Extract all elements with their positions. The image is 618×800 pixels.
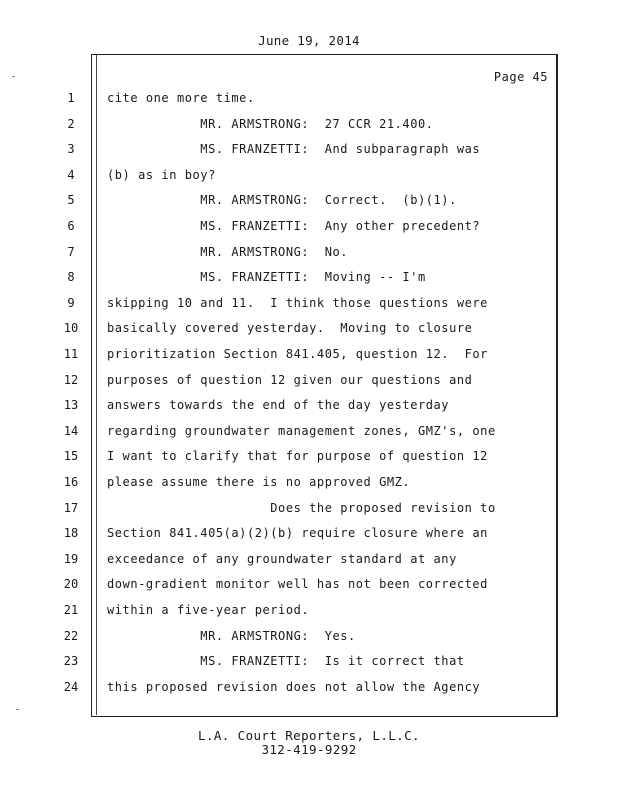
line-number: 6 [67, 219, 75, 233]
transcript-line: answers towards the end of the day yesterday [107, 398, 450, 413]
transcript-line: Does the proposed revision to [107, 500, 496, 515]
line-number: 18 [63, 526, 79, 541]
transcript-line: MR. ARMSTRONG: 27 CCR 21.400. [107, 116, 434, 131]
line-number: 23 [63, 654, 79, 669]
line-number: 12 [63, 372, 79, 387]
line-number: 17 [63, 500, 79, 515]
line-number: 13 [63, 398, 79, 413]
line-number: 9 [67, 295, 75, 310]
line-number: 21 [63, 603, 79, 617]
line-number: 2 [67, 116, 75, 131]
transcript-line: MS. FRANZETTI: Any other precedent? [107, 219, 481, 233]
court-reporter-phone: 312-419-9292 [261, 742, 357, 757]
line-number: 15 [63, 449, 79, 464]
line-number: 16 [63, 475, 79, 489]
transcript-line: purposes of question 12 given our questions and [107, 372, 473, 387]
left-margin-rule [96, 54, 97, 715]
transcript-line: (b) as in boy? [107, 167, 216, 182]
court-reporter-name: L.A. Court Reporters, L.L.C. [198, 728, 420, 743]
transcript-line: MS. FRANZETTI: Is it correct that [107, 654, 465, 669]
line-number: 10 [63, 321, 79, 336]
transcript-line: Section 841.405(a)(2)(b) require closure where an [107, 526, 488, 541]
transcript-line: basically covered yesterday. Moving to closure [107, 321, 473, 336]
page-number: Page 45 [493, 70, 548, 84]
line-number: 11 [63, 347, 79, 361]
line-number: 22 [63, 628, 79, 643]
transcript-line: regarding groundwater management zones, GMZ's, one [107, 423, 496, 438]
transcript-line: MS. FRANZETTI: And subparagraph was [107, 142, 481, 157]
transcript-line: down-gradient monitor well has not been corrected [107, 577, 488, 592]
line-number: 14 [63, 423, 79, 438]
line-number: 20 [63, 577, 79, 592]
line-number: 3 [67, 142, 75, 157]
transcript-line: within a five-year period. [107, 603, 310, 617]
transcript-line: I want to clarify that for purpose of question 12 [107, 449, 488, 464]
transcript-line: MR. ARMSTRONG: Yes. [107, 628, 356, 643]
transcript-line: cite one more time. [107, 91, 255, 105]
line-number: 4 [67, 167, 75, 182]
line-number: 24 [63, 679, 79, 694]
transcript-date: June 19, 2014 [258, 33, 360, 48]
scan-speck [16, 709, 19, 710]
scan-speck [12, 76, 15, 77]
line-number: 8 [67, 270, 75, 285]
transcript-line: MR. ARMSTRONG: Correct. (b)(1). [107, 193, 457, 208]
transcript-line: exceedance of any groundwater standard at any [107, 551, 457, 566]
transcript-line: MS. FRANZETTI: Moving -- I'm [107, 270, 426, 285]
footer [0, 729, 618, 757]
transcript-line: MR. ARMSTRONG: No. [107, 244, 349, 259]
line-number: 19 [63, 551, 79, 566]
line-number: 1 [67, 91, 75, 105]
line-number: 7 [67, 244, 75, 259]
transcript-line: this proposed revision does not allow the Agency [107, 679, 481, 694]
transcript-line: skipping 10 and 11. I think those questions were [107, 295, 488, 310]
transcript-line: prioritization Section 841.405, question 12. For [107, 347, 488, 361]
transcript-line: please assume there is no approved GMZ. [107, 475, 411, 489]
line-number: 5 [67, 193, 75, 208]
